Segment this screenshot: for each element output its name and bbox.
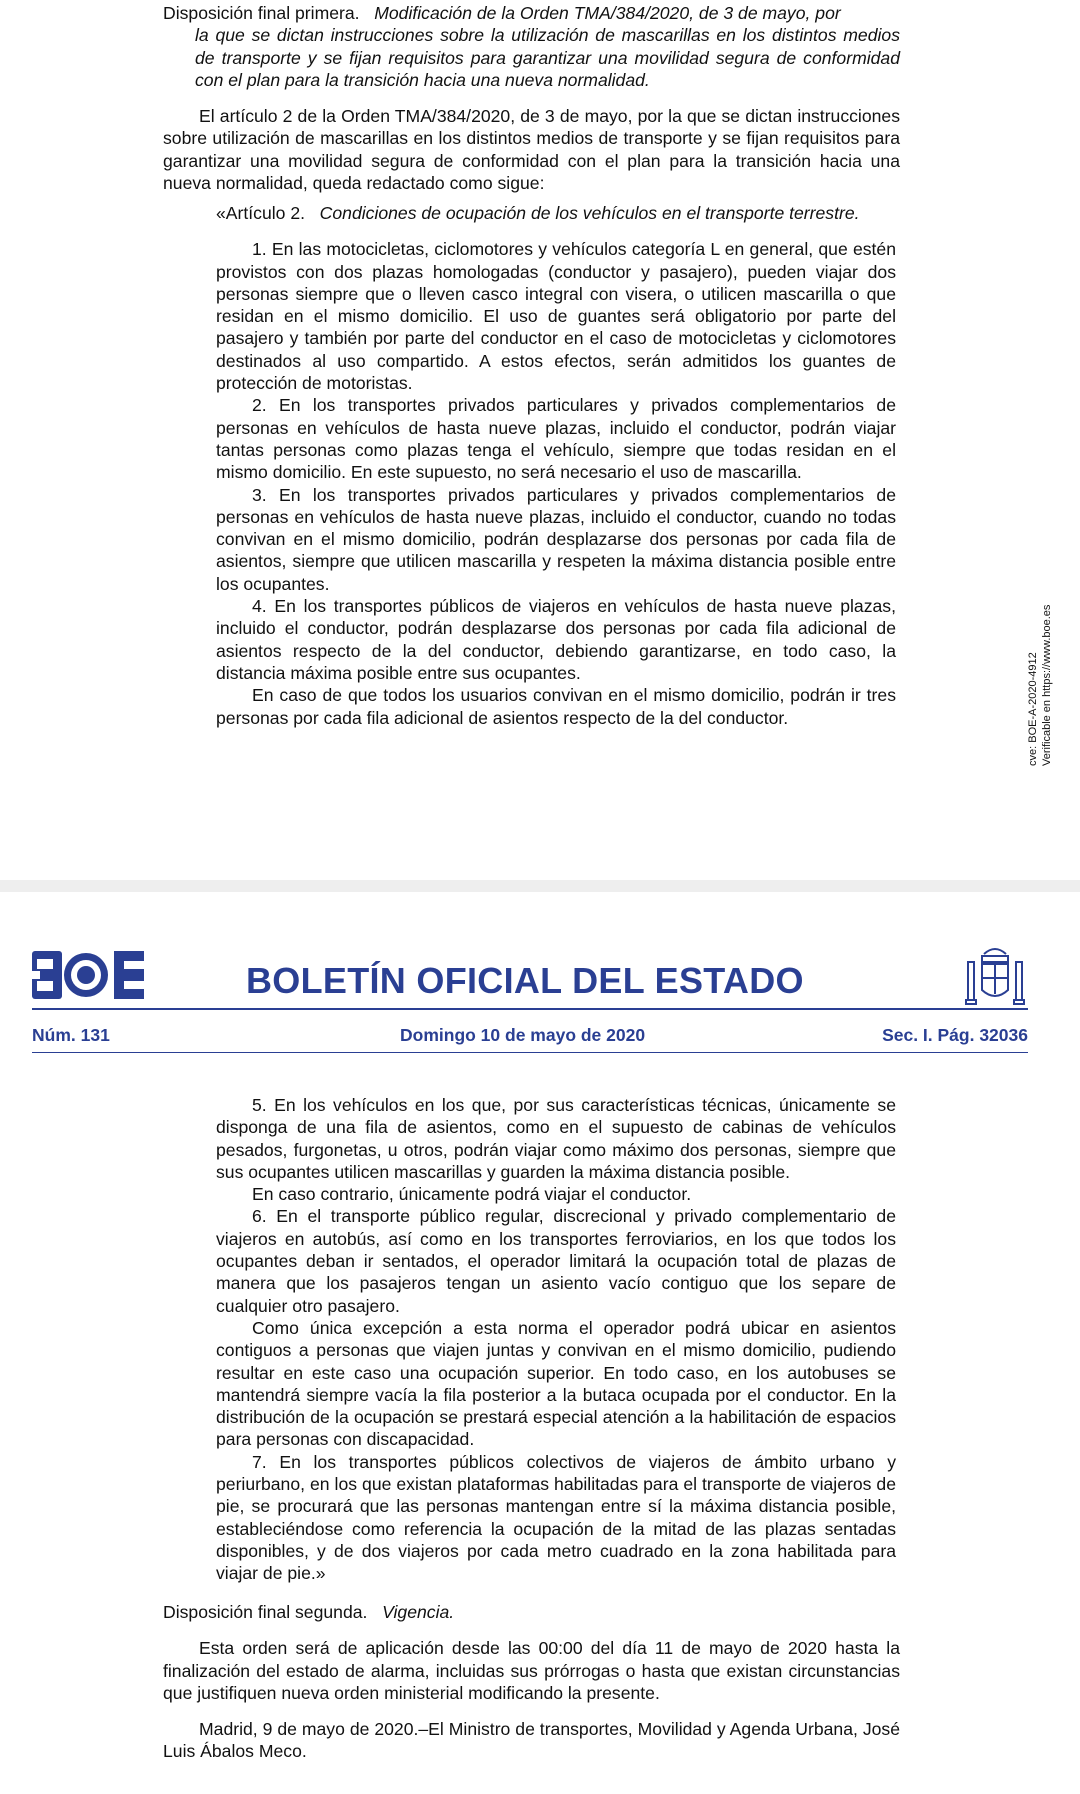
article-paragraph: 7. En los transportes públicos colectivos de viajeros de ámbito urbano y periurbano, en los que existan plataformas habilitadas para el transporte de viajeros de pie, se procurará que las personas mantengan entre sí la máxima distancia posible, estableciéndose como referencia la ocupación de la mitad de las plazas sentadas disponibles, y de dos viajeros por cada metro cuadrado en la zona habilitada para viajar de pie.» — [216, 1451, 896, 1584]
article-title: Condiciones de ocupación de los vehículos en el transporte terrestre. — [319, 203, 860, 223]
dfs-body: Esta orden será de aplicación desde las 00:00 del día 11 de mayo de 2020 hasta la finalización del estado de alarma, incluidas sus prórrogas o hasta que existan circunstancias que justifiquen nueva orden ministerial modificando la presente. — [163, 1638, 900, 1703]
disposicion-final-primera — [163, 2, 900, 194]
article-heading — [216, 202, 896, 224]
article-paragraph: En caso de que todos los usuarios convivan en el mismo domicilio, podrán ir tres personas por cada fila adicional de asientos respecto de la del conductor. — [216, 685, 896, 728]
article-paragraph: 4. En los transportes públicos de viajeros en vehículos de hasta nueve plazas, incluido el conductor, podrán desplazarse dos personas por cada fila adicional de asientos respecto de la del conductor, debiendo garantizarse, en todo caso, la distancia máxima posible entre sus ocupantes. — [216, 596, 896, 683]
dfp-body: El artículo 2 de la Orden TMA/384/2020, de 3 de mayo, por la que se dictan instrucciones sobre utilización de mascarillas en los distintos medios de transporte y se fijan requisitos para garantizar una movilidad segura de conformidad con el plan para la transición hacia una nueva normalidad, queda redactado como sigue: — [163, 106, 900, 194]
dfs-heading — [163, 1601, 900, 1623]
dfp-label: Disposición final primera. — [163, 3, 360, 23]
cve-side-note — [1026, 605, 1054, 766]
article-paragraph: 6. En el transporte público regular, discrecional y privado complementario de viajeros en autobús, así como en los transportes ferroviarios, en los que todos los ocupantes deban ir sentados, el operador limitará la ocupación total de plazas de manera que los pasajeros tengan un asiento vacío contiguo que los separe de cualquier otro pasajero. — [216, 1206, 896, 1316]
cve-code: cve: BOE-A-2020-4912 — [1027, 652, 1039, 766]
article-paragraph: 5. En los vehículos en los que, por sus características técnicas, únicamente se disponga de una fila de asientos, como en el supuesto de cabinas de vehículos pesados, furgonetas, u otros, podrán viajar como máximo dos personas, siempre que sus ocupantes utilicen mascarillas y guarden la máxima distancia posible. — [216, 1095, 896, 1182]
articulo-2-continued — [216, 1094, 896, 1585]
verify-link[interactable]: Verificable en https://www.boe.es — [1041, 604, 1053, 766]
boe-title: BOLETÍN OFICIAL DEL ESTADO — [246, 960, 804, 1001]
article-paragraph: En caso contrario, únicamente podrá viajar el conductor. — [252, 1184, 692, 1205]
issue-date: Domingo 10 de mayo de 2020 — [400, 1025, 646, 1045]
dfp-heading — [163, 2, 900, 24]
article-label: «Artículo 2. — [216, 203, 305, 223]
header-rule-bottom — [32, 1052, 1028, 1053]
header-rule — [32, 1008, 1028, 1010]
article-paragraph: 2. En los transportes privados particulares y privados complementarios de personas en vehículos de hasta nueve plazas, incluido el conductor, podrán viajar tantas personas como plazas tenga el vehículo, siempre que todas residan en el mismo domicilio. En este supuesto, no será necesario el uso de mascarilla. — [216, 395, 896, 483]
boe-logo — [32, 951, 144, 999]
dfs-title: Vigencia. — [382, 1602, 455, 1622]
dfs-label: Disposición final segunda. — [163, 1602, 368, 1622]
article-paragraph: Como única excepción a esta norma el operador podrá ubicar en asientos contiguos a personas que viajen juntas y convivan en el mismo domicilio, pudiendo resultar en este caso una ocupación superior. En todo caso, en los autobuses se mantendrá siempre vacía la fila posterior a la butaca ocupada por el conductor. En la distribución de la ocupación se prestará especial atención a la habilitación de espacios para personas con discapacidad. — [216, 1317, 896, 1450]
dfp-title-rest: la que se dictan instrucciones sobre la utilización de mascarillas en los distintos medios de transporte y se fijan requisitos para garantizar una movilidad segura de conformidad con el plan para la transición hacia una nueva normalidad. — [195, 25, 900, 90]
header-meta — [32, 1025, 1028, 1047]
disposicion-final-segunda — [163, 1601, 900, 1763]
articulo-2 — [216, 202, 896, 729]
section-page: Sec. I. Pág. 32036 — [882, 1025, 1028, 1045]
dfp-title-first: Modificación de la Orden TMA/384/2020, de 3 de mayo, por — [374, 3, 841, 23]
page-separator — [0, 880, 1080, 892]
issue-number: Núm. 131 — [32, 1025, 110, 1045]
signature: Madrid, 9 de mayo de 2020.–El Ministro de transportes, Movilidad y Agenda Urbana, José Luis Ábalos Meco. — [163, 1719, 900, 1762]
article-paragraph: 1. En las motocicletas, ciclomotores y vehículos categoría L en general, que estén provistos con dos plazas homologadas (conductor y pasajero), pueden viajar dos personas siempre que o lleven casco integral con visera, o utilicen mascarilla o que residan en el mismo domicilio. El uso de guantes será obligatorio por parte del pasajero y también por parte del conductor en el caso de motocicletas y ciclomotores destinados al uso compartido. A estos efectos, serán admitidos los guantes de protección de motoristas. — [216, 239, 896, 394]
coat-of-arms-icon — [962, 944, 1028, 1012]
article-paragraph: 3. En los transportes privados particulares y privados complementarios de personas en vehículos de hasta nueve plazas, incluido el conductor, cuando no todas convivan en el mismo domicilio, podrán desplazarse dos personas por cada fila de asientos, siempre que utilicen mascarilla y respeten la máxima distancia posible entre los ocupantes. — [216, 484, 896, 594]
